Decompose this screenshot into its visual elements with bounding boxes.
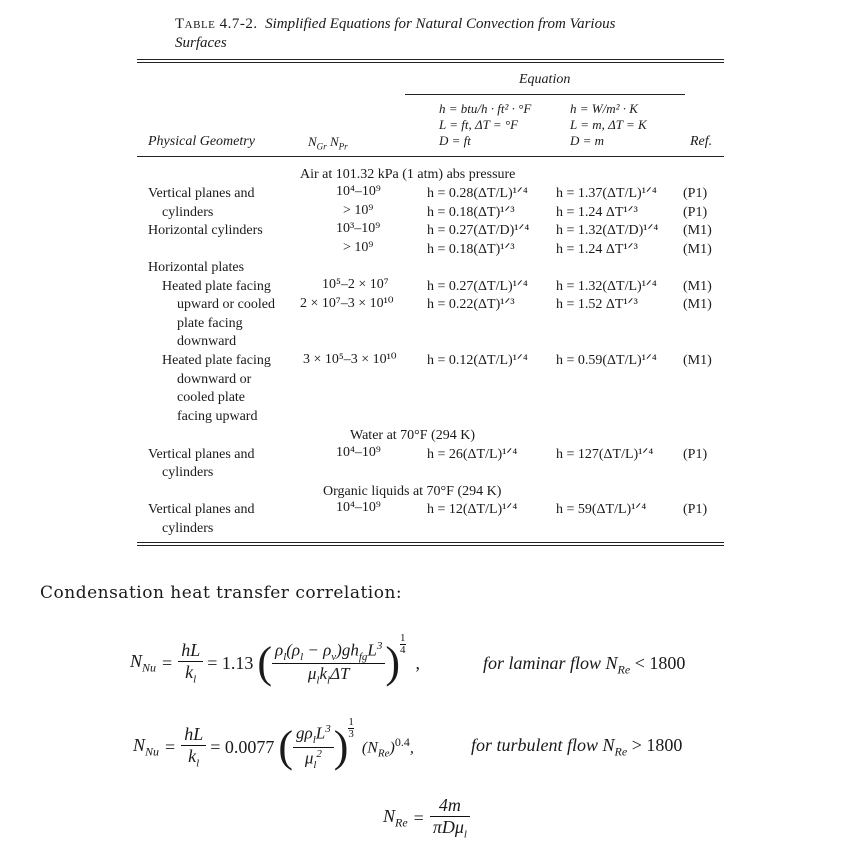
row-range: 2 × 10⁷–3 × 10¹⁰ [300,296,394,311]
row-ref: (M1) [683,223,712,238]
row-eng-eq: h = 26(ΔT/L)¹ᐟ⁴ [427,447,518,462]
nu-symbol: $N_{Nu}$ [130,650,157,675]
row-geometry: downward or [177,372,252,387]
equation-header-rule [405,94,685,95]
row-ref: (P1) [683,447,708,462]
row-geometry: plate facing [177,316,243,331]
table-caption [175,16,615,33]
row-geometry: Heated plate facing [162,353,271,368]
row-ref: (P1) [683,502,708,517]
row-ref: (P1) [683,205,708,220]
row-geometry: cylinders [162,465,214,480]
organic-section-header: Organic liquids at 70°F (294 K) [323,484,502,499]
row-range: 10³–10⁹ [336,221,381,236]
close-paren: ) [385,638,401,687]
row-range: 10⁵–2 × 10⁷ [322,277,389,292]
header-si-units-1: h = W/m² · K [570,101,638,116]
equals-sign: = [165,736,176,757]
laminar-text: for laminar flow N [483,653,618,673]
exponent-quarter: 1 4 [400,631,406,656]
row-eng-eq: h = 12(ΔT/L)¹ᐟ⁴ [427,502,518,517]
header-eng-units-2: L = ft, ΔT = °F [439,117,519,132]
table-label: Table 4.7-2. [175,16,258,32]
row-si-eq: h = 1.24 ΔT¹ᐟ³ [556,205,638,220]
row-ref: (M1) [683,297,712,312]
table-title-continued: Surfaces [175,35,227,51]
header-eng-units-3: D = ft [439,133,471,148]
header-physical-geometry: Physical Geometry [148,134,255,149]
turbulent-limit: > 1800 [631,735,683,755]
header-bottom-rule [137,156,724,157]
row-range: > 10⁹ [343,240,374,255]
laminar-condition: for laminar flow $N_{Re} < 1800$ [483,653,686,677]
header-si-units-2: L = m, ΔT = K [570,117,647,132]
row-si-eq: h = 1.37(ΔT/L)¹ᐟ⁴ [556,186,657,201]
turbulent-coefficient: = 0.0077 [210,736,275,757]
table-top-rule-2 [137,62,724,63]
row-ref: (M1) [683,242,712,257]
table-title: Simplified Equations for Natural Convection from Various [265,16,616,32]
row-range: 3 × 10⁵–3 × 10¹⁰ [303,352,397,367]
row-range: 10⁴–10⁹ [336,184,381,199]
row-eng-eq: h = 0.18(ΔT)¹ᐟ³ [427,205,515,220]
laminar-coefficient: = 1.13 [207,652,254,673]
row-eng-eq: h = 0.22(ΔT)¹ᐟ³ [427,297,515,312]
close-paren: ) [333,722,349,771]
row-geometry: Horizontal cylinders [148,223,263,238]
re-exponent: 0.4 [394,734,410,749]
open-paren: ( [278,722,294,771]
air-section-header: Air at 101.32 kPa (1 atm) abs pressure [300,167,516,182]
row-ref: (P1) [683,186,708,201]
turbulent-text: for turbulent flow N [471,735,615,755]
row-eng-eq: h = 0.28(ΔT/L)¹ᐟ⁴ [427,186,528,201]
reynolds-fraction: $\frac{4m}{\pi D\mu_l}$ [430,795,470,841]
row-range: 10⁴–10⁹ [336,500,381,515]
header-equation: Equation [519,72,571,87]
re-term: $(N_{Re})^{0.4}$, [361,734,414,760]
row-si-eq: h = 1.24 ΔT¹ᐟ³ [556,242,638,257]
turbulent-group: $\frac{g\rho_lL^3}{\mu_l^2}$ [293,723,334,770]
turbulent-condition: for turbulent flow $N_{Re} > 1800$ [471,735,683,759]
row-eng-eq: h = 0.27(ΔT/L)¹ᐟ⁴ [427,279,528,294]
row-geometry: Vertical planes and [148,447,255,462]
exponent-third: 1 3 [348,715,354,740]
row-si-eq: h = 59(ΔT/L)¹ᐟ⁴ [556,502,647,517]
header-ref: Ref. [690,134,713,149]
row-si-eq: h = 127(ΔT/L)¹ᐟ⁴ [556,447,654,462]
laminar-equation: $N_{Nu}$ = $\frac{hL}{k_l}$ = 1.13 ( $\frac{\rho_l(\rho_l - \rho_v)gh_{fg}L^3}{\mu_lk_l\Delta T}$ ) 1 4 , [130,631,421,687]
row-ref: (M1) [683,353,712,368]
header-eng-units-1: h = btu/h · ft² · °F [439,101,532,116]
laminar-group: $\frac{\rho_l(\rho_l - \rho_v)gh_{fg}L^3}{\mu_lk_l\Delta T}$ [272,640,385,686]
row-si-eq: h = 0.59(ΔT/L)¹ᐟ⁴ [556,353,657,368]
table-top-rule [137,59,724,60]
row-eng-eq: h = 0.27(ΔT/D)¹ᐟ⁴ [427,223,530,238]
open-paren: ( [257,638,273,687]
row-geometry: Vertical planes and [148,186,255,201]
row-geometry: Vertical planes and [148,502,255,517]
row-geometry: cylinders [162,205,214,220]
npr-symbol: N [329,134,339,149]
row-range: 10⁴–10⁹ [336,445,381,460]
row-geometry: Heated plate facing [162,279,271,294]
hl-over-kl: $\frac{hL}{k_l}$ [178,640,203,686]
water-section-header: Water at 70°F (294 K) [350,428,475,443]
hl-over-kl: $\frac{hL}{k_l}$ [181,724,206,770]
row-geometry: downward [177,334,237,349]
row-geometry: Horizontal plates [148,260,245,275]
row-geometry: upward or cooled [177,297,275,312]
row-eng-eq: h = 0.12(ΔT/L)¹ᐟ⁴ [427,353,528,368]
reynolds-equation [383,790,470,846]
row-si-eq: h = 1.32(ΔT/L)¹ᐟ⁴ [556,279,657,294]
ngr-symbol: N [308,134,317,149]
laminar-limit: < 1800 [634,653,686,673]
row-si-eq: h = 1.32(ΔT/D)¹ᐟ⁴ [556,223,659,238]
row-geometry: cylinders [162,521,214,536]
row-range: > 10⁹ [343,203,374,218]
row-si-eq: h = 1.52 ΔT¹ᐟ³ [556,297,638,312]
row-ref: (M1) [683,279,712,294]
row-geometry: cooled plate [177,390,246,405]
nu-symbol: $N_{Nu}$ [133,734,160,759]
header-si-units-3: D = m [570,133,605,148]
re-symbol: $N_{Re}$ [383,805,408,830]
table-bottom-rule-2 [137,545,724,546]
row-geometry: facing upward [177,409,258,424]
header-ngr-npr: $N_{Gr}$ $N_{Pr}$ [308,134,348,152]
equals-sign: = [162,652,173,673]
equals-sign: = [413,807,424,828]
table-bottom-rule [137,542,724,543]
section-title: Condensation heat transfer correlation: [40,583,403,603]
turbulent-equation [133,712,414,782]
row-eng-eq: h = 0.18(ΔT)¹ᐟ³ [427,242,515,257]
